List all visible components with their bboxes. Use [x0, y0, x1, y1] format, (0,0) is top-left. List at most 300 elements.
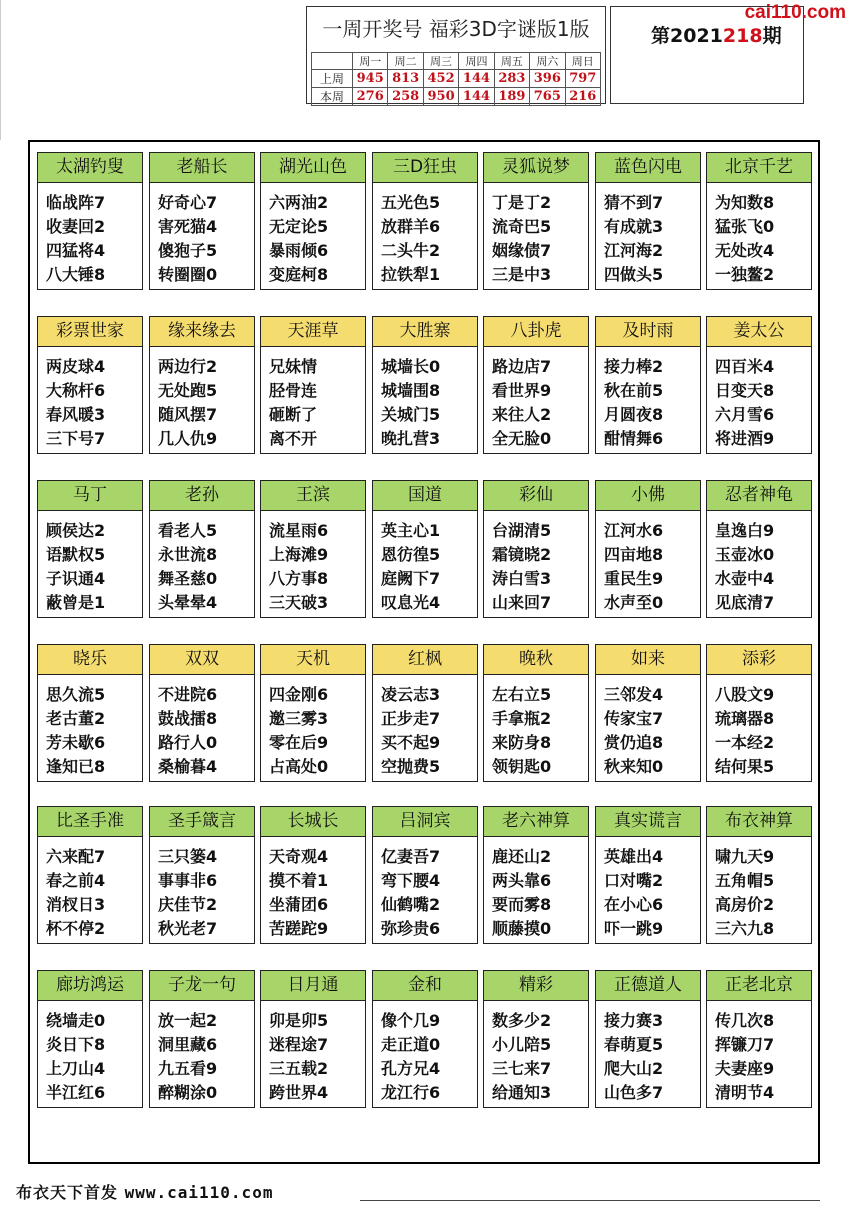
card-riddles — [269, 683, 363, 779]
card-title: 湖光山色 — [261, 153, 365, 183]
card-riddles — [46, 683, 140, 779]
card-title: 太湖钓叟 — [38, 153, 142, 183]
riddle-card — [372, 480, 478, 618]
riddle-line: 四亩地8 — [604, 545, 664, 564]
riddle-line: 两边行2 — [158, 357, 218, 376]
riddle-line: 三是中3 — [492, 265, 552, 284]
card-riddles — [604, 355, 698, 451]
riddle-line: 路行人0 — [158, 733, 218, 752]
riddle-line: 卯是卯5 — [269, 1011, 329, 1030]
riddle-line: 桑榆暮4 — [158, 757, 218, 776]
riddle-line: 四猛将4 — [46, 241, 106, 260]
draw-number: 452 — [423, 70, 458, 88]
riddle-line: 全无脸0 — [492, 429, 552, 448]
riddle-card — [260, 152, 366, 290]
card-title: 天涯草 — [261, 317, 365, 347]
weekly-draw-grid — [311, 52, 601, 106]
riddle-line: 空抛费5 — [381, 757, 441, 776]
riddle-card — [483, 644, 589, 782]
riddle-line: 半江红6 — [46, 1083, 106, 1102]
riddle-line: 小儿陪5 — [492, 1035, 552, 1054]
site-logo[interactable]: cai110.com — [744, 2, 846, 23]
riddle-line: 买不起9 — [381, 733, 441, 752]
draw-number: 945 — [353, 70, 388, 88]
riddle-grid — [28, 140, 820, 1164]
draw-number: 950 — [423, 88, 458, 106]
riddle-line: 临战阵7 — [46, 193, 106, 212]
riddle-line: 三下号7 — [46, 429, 106, 448]
draw-number: 396 — [530, 70, 565, 88]
riddle-line: 晚扎营3 — [381, 429, 441, 448]
card-title: 八卦虎 — [484, 317, 588, 347]
card-riddles — [269, 845, 363, 941]
riddle-line: 接力棒2 — [604, 357, 664, 376]
riddle-line: 蔽曾是1 — [46, 593, 106, 612]
card-riddles — [492, 683, 586, 779]
riddle-line: 吓一跳9 — [604, 919, 664, 938]
riddle-line: 弥珍贵6 — [381, 919, 441, 938]
card-title: 老船长 — [150, 153, 254, 183]
riddle-line: 五光色5 — [381, 193, 441, 212]
riddle-line: 无处改4 — [715, 241, 775, 260]
riddle-line: 流奇巴5 — [492, 217, 552, 236]
riddle-line: 炎日下8 — [46, 1035, 106, 1054]
riddle-line: 口对嘴2 — [604, 871, 664, 890]
riddle-card — [483, 480, 589, 618]
riddle-line: 左右立5 — [492, 685, 552, 704]
riddle-line: 水壶中4 — [715, 569, 775, 588]
draw-number: 258 — [388, 88, 423, 106]
riddle-line: 正步走7 — [381, 709, 441, 728]
riddle-line: 二头牛2 — [381, 241, 441, 260]
riddle-line: 三只篓4 — [158, 847, 218, 866]
riddle-line: 老古董2 — [46, 709, 106, 728]
riddle-line: 看世界9 — [492, 381, 552, 400]
day-cell: 周五 — [494, 53, 529, 70]
riddle-line: 庭阙下7 — [381, 569, 441, 588]
riddle-line: 叹息光4 — [381, 593, 441, 612]
riddle-line: 杯不停2 — [46, 919, 106, 938]
riddle-line: 手拿瓶2 — [492, 709, 552, 728]
card-riddles — [492, 845, 586, 941]
riddle-line: 苦蹉跎9 — [269, 919, 329, 938]
card-riddles — [715, 845, 809, 941]
card-title: 真实谎言 — [596, 807, 700, 837]
riddle-line: 几人仇9 — [158, 429, 218, 448]
riddle-line: 八股文9 — [715, 685, 775, 704]
card-riddles — [492, 519, 586, 615]
riddle-line: 猛张飞0 — [715, 217, 775, 236]
riddle-line: 赏仍追8 — [604, 733, 664, 752]
riddle-line: 酣情舞6 — [604, 429, 664, 448]
card-title: 彩票世家 — [38, 317, 142, 347]
riddle-line: 山色多7 — [604, 1083, 664, 1102]
draw-number: 283 — [494, 70, 529, 88]
riddle-card — [260, 970, 366, 1108]
card-title: 天机 — [261, 645, 365, 675]
riddle-card — [706, 480, 812, 618]
riddle-card — [595, 806, 701, 944]
riddle-line: 五角帽5 — [715, 871, 775, 890]
card-title: 如来 — [596, 645, 700, 675]
card-riddles — [492, 355, 586, 451]
riddle-card — [595, 970, 701, 1108]
card-title: 布衣神算 — [707, 807, 811, 837]
riddle-line: 跨世界4 — [269, 1083, 329, 1102]
riddle-line: 传几次8 — [715, 1011, 775, 1030]
riddle-line: 离不开 — [269, 429, 318, 448]
draw-number: 797 — [565, 70, 600, 88]
riddle-card — [149, 806, 255, 944]
footer-url[interactable]: www.cai110.com — [124, 1183, 274, 1202]
card-riddles — [46, 519, 140, 615]
riddle-line: 高房价2 — [715, 895, 775, 914]
card-riddles — [604, 519, 698, 615]
riddle-line: 来往人2 — [492, 405, 552, 424]
card-riddles — [604, 191, 698, 287]
riddle-line: 八方事8 — [269, 569, 329, 588]
riddle-line: 丁是丁2 — [492, 193, 552, 212]
riddle-line: 思久流5 — [46, 685, 106, 704]
riddle-line: 霜镜晓2 — [492, 545, 552, 564]
left-edge-line — [0, 0, 1, 140]
riddle-line: 城墙长0 — [381, 357, 441, 376]
riddle-card — [372, 644, 478, 782]
riddle-card — [483, 316, 589, 454]
riddle-line: 凌云志3 — [381, 685, 441, 704]
riddle-line: 城墙围8 — [381, 381, 441, 400]
riddle-line: 皇逸白9 — [715, 521, 775, 540]
riddle-line: 来防身8 — [492, 733, 552, 752]
riddle-card — [372, 970, 478, 1108]
card-riddles — [492, 1009, 586, 1105]
card-riddles — [269, 191, 363, 287]
riddle-line: 山来回7 — [492, 593, 552, 612]
card-riddles — [604, 845, 698, 941]
riddle-line: 九五看9 — [158, 1059, 218, 1078]
riddle-card — [37, 970, 143, 1108]
riddle-card — [149, 480, 255, 618]
riddle-line: 挥镰刀7 — [715, 1035, 775, 1054]
riddle-card — [260, 644, 366, 782]
card-title: 彩仙 — [484, 481, 588, 511]
this-week-label: 本周 — [312, 88, 353, 106]
riddle-line: 涛白雪3 — [492, 569, 552, 588]
riddle-line: 孔方兄4 — [381, 1059, 441, 1078]
card-riddles — [46, 1009, 140, 1105]
day-cell: 周三 — [423, 53, 458, 70]
riddle-line: 恩彷徨5 — [381, 545, 441, 564]
riddle-line: 日变天8 — [715, 381, 775, 400]
card-title: 长城长 — [261, 807, 365, 837]
card-title: 双双 — [150, 645, 254, 675]
card-title: 小佛 — [596, 481, 700, 511]
riddle-line: 夫妻座9 — [715, 1059, 775, 1078]
card-title: 吕洞宾 — [373, 807, 477, 837]
riddle-line: 四金刚6 — [269, 685, 329, 704]
card-title: 蓝色闪电 — [596, 153, 700, 183]
issue-suffix: 期 — [762, 25, 782, 47]
riddle-line: 春风暖3 — [46, 405, 106, 424]
riddle-line: 走正道0 — [381, 1035, 441, 1054]
riddle-line: 坐蒲团6 — [269, 895, 329, 914]
card-riddles — [381, 1009, 475, 1105]
riddle-line: 春萌夏5 — [604, 1035, 664, 1054]
riddle-line: 好奇心7 — [158, 193, 218, 212]
riddle-card — [706, 970, 812, 1108]
riddle-card — [706, 806, 812, 944]
footer-divider — [360, 1200, 820, 1201]
riddle-card — [483, 806, 589, 944]
riddle-line: 玉壶冰0 — [715, 545, 775, 564]
card-title: 国道 — [373, 481, 477, 511]
riddle-line: 傻狍子5 — [158, 241, 218, 260]
riddle-line: 领钥匙0 — [492, 757, 552, 776]
riddle-line: 摸不着1 — [269, 871, 329, 890]
card-riddles — [158, 355, 252, 451]
card-title: 忍者神龟 — [707, 481, 811, 511]
corner-cell — [312, 53, 353, 70]
riddle-line: 啸九天9 — [715, 847, 775, 866]
card-riddles — [715, 519, 809, 615]
riddle-line: 春之前4 — [46, 871, 106, 890]
riddle-line: 英主心1 — [381, 521, 441, 540]
draw-number: 216 — [565, 88, 600, 106]
riddle-line: 一独鳌2 — [715, 265, 775, 284]
card-riddles — [381, 355, 475, 451]
riddle-line: 转圈圈0 — [158, 265, 218, 284]
riddle-line: 给通知3 — [492, 1083, 552, 1102]
riddle-line: 上海滩9 — [269, 545, 329, 564]
card-riddles — [715, 683, 809, 779]
riddle-card — [37, 152, 143, 290]
riddle-line: 要而雾8 — [492, 895, 552, 914]
issue-number — [651, 21, 782, 48]
card-title: 晓乐 — [38, 645, 142, 675]
riddle-line: 路边店7 — [492, 357, 552, 376]
card-title: 廊坊鸿运 — [38, 971, 142, 1001]
riddle-card — [372, 152, 478, 290]
riddle-line: 仙鹤嘴2 — [381, 895, 441, 914]
riddle-card — [37, 644, 143, 782]
riddle-line: 姻缘债7 — [492, 241, 552, 260]
card-riddles — [46, 845, 140, 941]
riddle-card — [37, 806, 143, 944]
riddle-line: 一本经2 — [715, 733, 775, 752]
card-riddles — [492, 191, 586, 287]
day-cell: 周六 — [530, 53, 565, 70]
riddle-line: 数多少2 — [492, 1011, 552, 1030]
riddle-line: 流星雨6 — [269, 521, 329, 540]
card-title: 王滨 — [261, 481, 365, 511]
riddle-line: 消杈日3 — [46, 895, 106, 914]
riddle-line: 为知数8 — [715, 193, 775, 212]
riddle-card — [595, 644, 701, 782]
card-riddles — [269, 519, 363, 615]
riddle-line: 顺藤摸0 — [492, 919, 552, 938]
riddle-line: 胫骨连 — [269, 381, 318, 400]
card-title: 马丁 — [38, 481, 142, 511]
riddle-card — [37, 316, 143, 454]
card-riddles — [158, 1009, 252, 1105]
day-cell: 周四 — [459, 53, 494, 70]
card-riddles — [158, 519, 252, 615]
card-riddles — [158, 191, 252, 287]
card-riddles — [604, 1009, 698, 1105]
footer — [16, 1180, 273, 1203]
card-title: 子龙一句 — [150, 971, 254, 1001]
riddle-line: 爬大山2 — [604, 1059, 664, 1078]
day-cell: 周二 — [388, 53, 423, 70]
card-riddles — [381, 519, 475, 615]
day-cell: 周日 — [565, 53, 600, 70]
riddle-line: 六来配7 — [46, 847, 106, 866]
draw-number: 276 — [353, 88, 388, 106]
card-riddles — [381, 191, 475, 287]
riddle-line: 邀三雾3 — [269, 709, 329, 728]
riddle-line: 头晕晕4 — [158, 593, 218, 612]
card-riddles — [158, 845, 252, 941]
riddle-line: 见底清7 — [715, 593, 775, 612]
riddle-line: 醉糊涂0 — [158, 1083, 218, 1102]
riddle-card — [149, 644, 255, 782]
card-riddles — [715, 1009, 809, 1105]
riddle-line: 结何果5 — [715, 757, 775, 776]
card-title: 金和 — [373, 971, 477, 1001]
riddle-line: 放群羊6 — [381, 217, 441, 236]
riddle-line: 亿妻吾7 — [381, 847, 441, 866]
riddle-line: 台湖清5 — [492, 521, 552, 540]
riddle-card — [149, 316, 255, 454]
riddle-line: 有成就3 — [604, 217, 664, 236]
riddle-card — [372, 806, 478, 944]
riddle-line: 重民生9 — [604, 569, 664, 588]
riddle-line: 秋在前5 — [604, 381, 664, 400]
riddle-line: 八大锤8 — [46, 265, 106, 284]
weekly-draw-title: 一周开奖号 福彩3D字谜版1版 — [322, 17, 590, 41]
card-riddles — [604, 683, 698, 779]
riddle-card — [483, 152, 589, 290]
footer-text: 布衣天下首发 — [16, 1183, 119, 1202]
riddle-line: 六月雪6 — [715, 405, 775, 424]
riddle-line: 琉璃器8 — [715, 709, 775, 728]
riddle-line: 砸断了 — [269, 405, 318, 424]
card-riddles — [381, 683, 475, 779]
card-title: 老孙 — [150, 481, 254, 511]
riddle-line: 暴雨倾6 — [269, 241, 329, 260]
riddle-line: 像个几9 — [381, 1011, 441, 1030]
riddle-line: 水声至0 — [604, 593, 664, 612]
card-title: 北京千艺 — [707, 153, 811, 183]
draw-number: 813 — [388, 70, 423, 88]
card-title: 日月通 — [261, 971, 365, 1001]
riddle-line: 三天破3 — [269, 593, 329, 612]
riddle-line: 绕墙走0 — [46, 1011, 106, 1030]
riddle-line: 传家宝7 — [604, 709, 664, 728]
riddle-line: 四做头5 — [604, 265, 664, 284]
riddle-card — [595, 480, 701, 618]
riddle-line: 四百米4 — [715, 357, 775, 376]
card-title: 缘来缘去 — [150, 317, 254, 347]
riddle-card — [37, 480, 143, 618]
card-riddles — [381, 845, 475, 941]
card-title: 姜太公 — [707, 317, 811, 347]
riddle-line: 接力赛3 — [604, 1011, 664, 1030]
issue-prefix: 第2021 — [651, 25, 723, 47]
card-riddles — [46, 191, 140, 287]
card-title: 老六神算 — [484, 807, 588, 837]
riddle-line: 放一起2 — [158, 1011, 218, 1030]
riddle-line: 收妻回2 — [46, 217, 106, 236]
riddle-line: 三七来7 — [492, 1059, 552, 1078]
riddle-card — [706, 644, 812, 782]
riddle-line: 芳未歇6 — [46, 733, 106, 752]
draw-number: 144 — [459, 88, 494, 106]
riddle-line: 变庭柯8 — [269, 265, 329, 284]
riddle-card — [595, 316, 701, 454]
riddle-line: 天奇观4 — [269, 847, 329, 866]
riddle-line: 关城门5 — [381, 405, 441, 424]
day-cell: 周一 — [353, 53, 388, 70]
card-riddles — [158, 683, 252, 779]
riddle-line: 看老人5 — [158, 521, 218, 540]
riddle-line: 江河水6 — [604, 521, 664, 540]
riddle-line: 迷程途7 — [269, 1035, 329, 1054]
riddle-line: 鹿还山2 — [492, 847, 552, 866]
riddle-line: 三邻发4 — [604, 685, 664, 704]
riddle-line: 洞里藏6 — [158, 1035, 218, 1054]
card-title: 添彩 — [707, 645, 811, 675]
riddle-card — [149, 970, 255, 1108]
card-title: 正老北京 — [707, 971, 811, 1001]
riddle-line: 永世流8 — [158, 545, 218, 564]
card-riddles — [46, 355, 140, 451]
riddle-line: 子识通4 — [46, 569, 106, 588]
riddle-line: 占高处0 — [269, 757, 329, 776]
riddle-line: 兄妹情 — [269, 357, 318, 376]
riddle-card — [260, 806, 366, 944]
riddle-line: 秋光老7 — [158, 919, 218, 938]
riddle-line: 三六九8 — [715, 919, 775, 938]
card-title: 精彩 — [484, 971, 588, 1001]
riddle-card — [149, 152, 255, 290]
riddle-line: 将进酒9 — [715, 429, 775, 448]
riddle-line: 不进院6 — [158, 685, 218, 704]
riddle-line: 事事非6 — [158, 871, 218, 890]
riddle-line: 三五载2 — [269, 1059, 329, 1078]
card-riddles — [269, 355, 363, 451]
riddle-line: 上刀山4 — [46, 1059, 106, 1078]
riddle-line: 随风摆7 — [158, 405, 218, 424]
riddle-line: 六两油2 — [269, 193, 329, 212]
weekly-draw-table — [306, 6, 606, 104]
riddle-line: 英雄出4 — [604, 847, 664, 866]
card-title: 圣手箴言 — [150, 807, 254, 837]
draw-number: 765 — [530, 88, 565, 106]
riddle-line: 两头靠6 — [492, 871, 552, 890]
riddle-card — [595, 152, 701, 290]
riddle-line: 在小心6 — [604, 895, 664, 914]
last-week-label: 上周 — [312, 70, 353, 88]
riddle-line: 逢知已8 — [46, 757, 106, 776]
card-riddles — [269, 1009, 363, 1105]
riddle-line: 大称杆6 — [46, 381, 106, 400]
draw-number: 189 — [494, 88, 529, 106]
riddle-line: 江河海2 — [604, 241, 664, 260]
riddle-line: 鼓战擂8 — [158, 709, 218, 728]
riddle-card — [483, 970, 589, 1108]
this-week-row — [312, 88, 601, 106]
